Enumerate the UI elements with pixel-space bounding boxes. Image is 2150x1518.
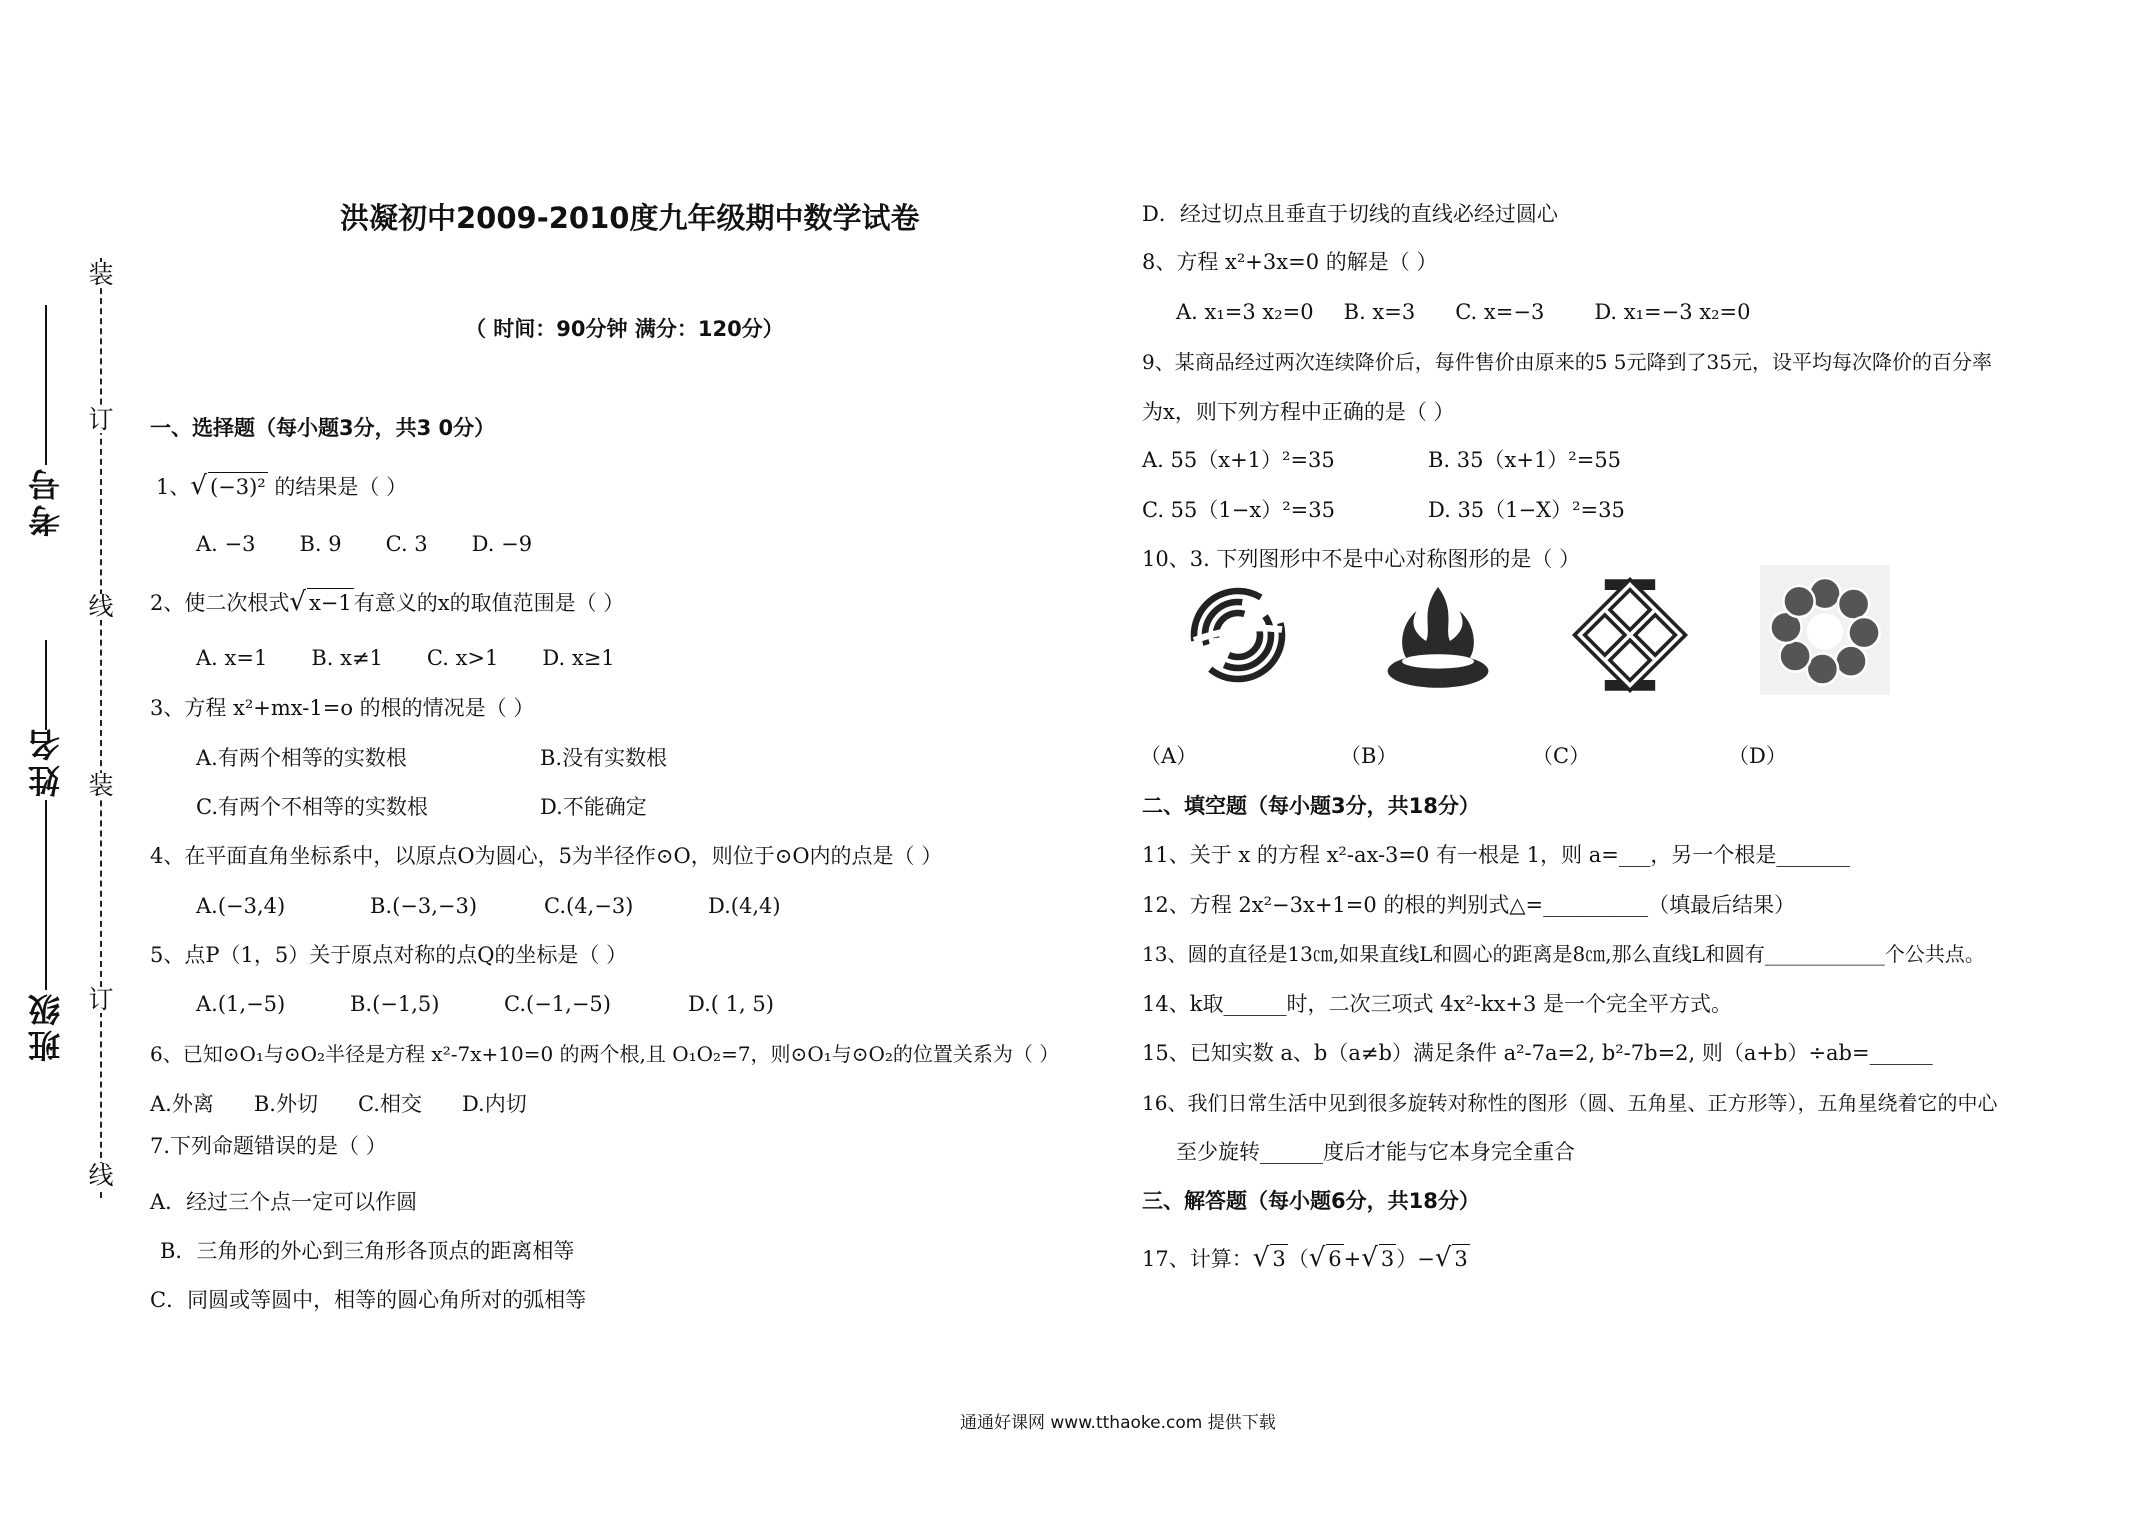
binding-word: 装 — [88, 771, 114, 800]
option-b: B. x≠1 — [311, 646, 383, 670]
binding-dashed-line — [100, 258, 102, 1198]
option-b: B.没有实数根 — [540, 746, 668, 770]
figure-label-d: （D） — [1728, 744, 1787, 768]
question-12: 12、方程 2x²−3x+1=0 的根的判别式△=__________（填最后结果） — [1142, 893, 1796, 917]
question-2-options — [196, 644, 659, 672]
question-9-line2: 为x，则下列方程中正确的是（ ） — [1142, 400, 1455, 424]
option-a: A.(1,−5) — [196, 992, 286, 1016]
figure-d-petals-icon — [1760, 565, 1890, 695]
page-footer: 通通好课网 www.tthaoke.com 提供下载 — [960, 1413, 1276, 1433]
question-6: 6、已知⊙O₁与⊙O₂半径是方程 x²-7x+10=0 的两个根,且 O₁O₂=7，则⊙O₁与⊙O₂的位置关系为（ ） — [150, 1042, 1060, 1066]
question-7-option-d: D．经过切点且垂直于切线的直线必经过圆心 — [1142, 202, 1558, 226]
question-13: 13、圆的直径是13㎝,如果直线L和圆心的距离是8㎝,那么直线L和圆有____________个公共点。 — [1142, 942, 1985, 966]
question-8: 8、方程 x²+3x=0 的解是（ ） — [1142, 250, 1438, 274]
binding-word: 线 — [88, 1161, 114, 1190]
name-label-box — [22, 725, 70, 797]
binding-word: 装 — [88, 260, 114, 289]
question-9-options-row2 — [1142, 496, 1669, 524]
binding-word: 线 — [88, 592, 114, 621]
exam-number-label: 考号 — [27, 465, 65, 537]
binding-word: 订 — [88, 405, 114, 434]
exam-number-blank[interactable] — [45, 305, 47, 465]
class-blank[interactable] — [45, 800, 47, 990]
option-b: B.外切 — [253, 1092, 318, 1116]
binding-word: 订 — [88, 985, 114, 1014]
question-1-options — [196, 530, 576, 558]
page-subtitle: （ 时间：90分钟 满分：120分） — [465, 317, 784, 341]
question-7-option-b: B．三角形的外心到三角形各顶点的距离相等 — [160, 1239, 575, 1263]
option-a: A.(−3,4) — [196, 894, 286, 918]
section1-heading: 一、选择题（每小题3分，共3 0分） — [150, 416, 496, 440]
option-b: B. x=3 — [1343, 300, 1416, 324]
option-a: A. x₁=3 x₂=0 — [1176, 300, 1314, 324]
option-c: C.有两个不相等的实数根 — [196, 795, 428, 819]
option-c: C. x=−3 — [1455, 300, 1545, 324]
figure-b-flame-icon — [1378, 575, 1498, 695]
figure-label-b: （B） — [1340, 744, 1398, 768]
name-blank[interactable] — [45, 640, 47, 730]
question-2: 2、使二次根式√ x−1有意义的x的取值范围是（ ） — [150, 587, 625, 617]
option-c: C.相交 — [357, 1092, 422, 1116]
question-3-options-row1 — [196, 744, 711, 772]
question-5-options — [196, 990, 818, 1018]
question-17: 17、计算：√ 3（√ 6+√ 3）−√ 3 — [1142, 1243, 1468, 1273]
question-3-options-row2 — [196, 793, 691, 821]
question-10: 10、3. 下列图形中不是中心对称图形的是（ ） — [1142, 547, 1581, 571]
option-a: A. −3 — [196, 532, 256, 556]
question-1: 1、√ (−3)² 的结果是（ ） — [156, 471, 408, 501]
question-7-option-c: C．同圆或等圆中，相等的圆心角所对的弧相等 — [150, 1288, 587, 1312]
option-d: D. x₁=−3 x₂=0 — [1594, 300, 1751, 324]
section2-heading: 二、填空题（每小题3分，共18分） — [1142, 794, 1480, 818]
question-15: 15、已知实数 a、b（a≠b）满足条件 a²-7a=2, b²-7b=2, 则（a+b）÷ab=______ — [1142, 1041, 1933, 1065]
option-c: C.(−1,−5) — [504, 992, 611, 1016]
section3-heading: 三、解答题（每小题6分，共18分） — [1142, 1189, 1480, 1213]
question-6-options — [150, 1090, 571, 1118]
radical-icon: √ — [1252, 1243, 1270, 1273]
option-d: D.( 1, 5) — [688, 992, 774, 1016]
question-5: 5、点P（1，5）关于原点对称的点Q的坐标是（ ） — [150, 943, 628, 967]
option-a: A.外离 — [150, 1092, 214, 1116]
option-d: D.内切 — [461, 1092, 527, 1116]
radical-icon: √ — [1308, 1243, 1326, 1273]
option-a: A. x=1 — [196, 646, 268, 670]
radical-icon: √ — [289, 587, 306, 617]
option-c: C. x>1 — [426, 646, 499, 670]
question-16-line2: 至少旋转______度后才能与它本身完全重合 — [1176, 1140, 1575, 1164]
question-16-line1: 16、我们日常生活中见到很多旋转对称性的图形（圆、五角星、正方形等），五角星绕着它的中心 — [1142, 1091, 1998, 1115]
option-d: D. x≥1 — [542, 646, 615, 670]
figure-label-a: （A） — [1140, 744, 1198, 768]
question-14: 14、k取______时，二次三项式 4x²-kx+3 是一个完全平方式。 — [1142, 992, 1733, 1016]
exam-number-field — [22, 305, 70, 537]
radical-icon: √ — [1434, 1243, 1452, 1273]
option-b: B.(−3,−3) — [370, 894, 478, 918]
class-field — [22, 800, 70, 1062]
question-8-options — [1176, 298, 1794, 326]
option-d: D.(4,4) — [708, 894, 781, 918]
option-b: B. 9 — [299, 532, 342, 556]
option-d: D. −9 — [471, 532, 533, 556]
option-a: A. 55（x+1）²=35 — [1142, 448, 1335, 472]
class-label: 班级 — [27, 990, 65, 1062]
radical-icon: √ — [190, 471, 207, 501]
option-c: C.(4,−3) — [544, 894, 634, 918]
radical-icon: √ — [1361, 1243, 1378, 1273]
question-9-line1: 9、某商品经过两次连续降价后，每件售价由原来的5 5元降到了35元，设平均每次降价的百分率 — [1142, 350, 1992, 374]
option-c: C. 3 — [385, 532, 428, 556]
option-b: B.(−1,5) — [350, 992, 440, 1016]
question-7: 7.下列命题错误的是（ ） — [150, 1134, 387, 1158]
name-label: 姓名 — [27, 725, 65, 797]
option-d: D. 35（1−X）²=35 — [1428, 498, 1625, 522]
figure-c-knot-icon — [1570, 575, 1690, 695]
option-d: D.不能确定 — [540, 795, 647, 819]
question-3: 3、方程 x²+mx-1=o 的根的情况是（ ） — [150, 696, 535, 720]
question-11: 11、关于 x 的方程 x²-ax-3=0 有一根是 1，则 a=___，另一个根是_______ — [1142, 843, 1850, 867]
page-title: 洪凝初中2009-2010度九年级期中数学试卷 — [340, 201, 920, 235]
question-4-options — [196, 892, 825, 920]
name-field — [22, 640, 70, 730]
question-4: 4、在平面直角坐标系中，以原点O为圆心，5为半径作⊙O，则位于⊙O内的点是（ ） — [150, 844, 943, 868]
option-b: B. 35（x+1）²=55 — [1428, 448, 1622, 472]
question-9-options-row1 — [1142, 446, 1665, 474]
question-7-option-a: A．经过三个点一定可以作圆 — [150, 1190, 418, 1214]
option-c: C. 55（1−x）²=35 — [1142, 498, 1335, 522]
figure-a-swirl-icon — [1183, 580, 1293, 690]
figure-label-c: （C） — [1532, 744, 1591, 768]
option-a: A.有两个相等的实数根 — [196, 746, 407, 770]
